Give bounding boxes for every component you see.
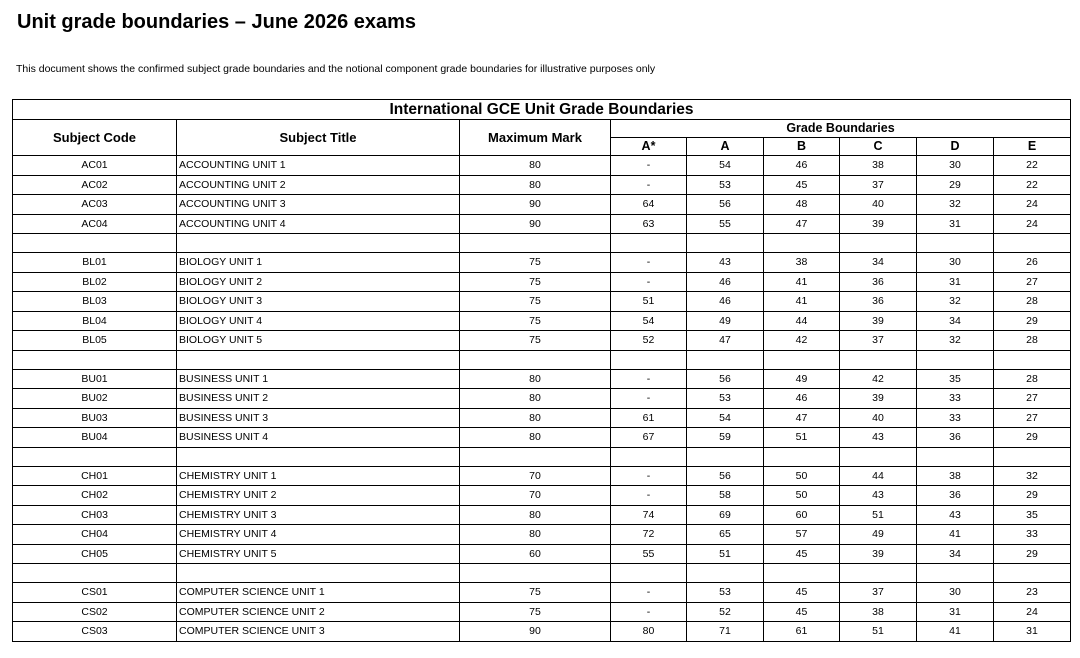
grade-boundary-cell: 34 (917, 311, 994, 331)
grade-boundary-cell: 54 (611, 311, 687, 331)
grade-boundary-cell: 32 (917, 331, 994, 351)
subject-title-cell: BUSINESS UNIT 1 (177, 369, 460, 389)
empty-cell (13, 564, 177, 583)
maximum-mark-cell: 90 (460, 214, 611, 234)
grade-boundary-cell: 67 (611, 428, 687, 448)
maximum-mark-cell: 75 (460, 583, 611, 603)
grade-boundary-cell: 56 (687, 369, 764, 389)
subject-code-cell: CS01 (13, 583, 177, 603)
grade-boundary-cell: 30 (917, 156, 994, 176)
grade-boundary-cell: 37 (840, 583, 917, 603)
grade-boundary-cell: 35 (917, 369, 994, 389)
table-row (13, 253, 1071, 273)
maximum-mark-cell: 80 (460, 389, 611, 409)
grade-boundary-cell: - (611, 175, 687, 195)
table-row (13, 292, 1071, 312)
empty-cell (460, 447, 611, 466)
grade-boundary-cell: 42 (764, 331, 840, 351)
table-row (13, 369, 1071, 389)
empty-cell (764, 564, 840, 583)
maximum-mark-cell: 80 (460, 505, 611, 525)
table-row (13, 408, 1071, 428)
grade-boundary-cell: 41 (764, 272, 840, 292)
subject-title-cell: BIOLOGY UNIT 4 (177, 311, 460, 331)
table-row (13, 272, 1071, 292)
grade-boundary-cell: 29 (994, 428, 1071, 448)
subject-code-cell: CS02 (13, 602, 177, 622)
empty-cell (764, 234, 840, 253)
grade-boundary-cell: 61 (611, 408, 687, 428)
subject-code-cell: BL01 (13, 253, 177, 273)
empty-cell (994, 564, 1071, 583)
grade-boundary-cell: 27 (994, 389, 1071, 409)
grade-boundary-cell: 29 (994, 544, 1071, 564)
empty-cell (177, 564, 460, 583)
table-row (13, 389, 1071, 409)
spacer-row (13, 564, 1071, 583)
subject-code-cell: CH01 (13, 466, 177, 486)
grade-boundary-cell: 45 (764, 602, 840, 622)
header-subject-code: Subject Code (13, 120, 177, 156)
empty-cell (917, 564, 994, 583)
grade-boundary-cell: 43 (917, 505, 994, 525)
grade-boundary-cell: 74 (611, 505, 687, 525)
maximum-mark-cell: 80 (460, 428, 611, 448)
empty-cell (917, 447, 994, 466)
empty-cell (687, 234, 764, 253)
maximum-mark-cell: 75 (460, 253, 611, 273)
header-grade-b: B (764, 138, 840, 156)
grade-boundary-cell: 38 (840, 156, 917, 176)
maximum-mark-cell: 90 (460, 195, 611, 215)
grade-boundary-cell: 39 (840, 214, 917, 234)
maximum-mark-cell: 80 (460, 369, 611, 389)
subject-title-cell: ACCOUNTING UNIT 2 (177, 175, 460, 195)
grade-boundary-cell: 45 (764, 583, 840, 603)
empty-cell (177, 234, 460, 253)
header-grade-a: A (687, 138, 764, 156)
empty-cell (13, 234, 177, 253)
empty-cell (764, 350, 840, 369)
grade-boundary-cell: 71 (687, 622, 764, 642)
subject-code-cell: CH04 (13, 525, 177, 545)
subject-code-cell: BL03 (13, 292, 177, 312)
grade-boundary-cell: 56 (687, 466, 764, 486)
grade-boundary-cell: 51 (687, 544, 764, 564)
grade-boundary-cell: 49 (687, 311, 764, 331)
empty-cell (13, 350, 177, 369)
empty-cell (177, 447, 460, 466)
subject-title-cell: CHEMISTRY UNIT 4 (177, 525, 460, 545)
grade-boundary-cell: - (611, 272, 687, 292)
grade-boundary-cell: 52 (611, 331, 687, 351)
grade-boundary-cell: 27 (994, 272, 1071, 292)
subject-code-cell: AC01 (13, 156, 177, 176)
grade-boundary-cell: 48 (764, 195, 840, 215)
grade-boundary-cell: 34 (840, 253, 917, 273)
grade-boundary-cell: 43 (687, 253, 764, 273)
grade-boundary-cell: 38 (840, 602, 917, 622)
subject-title-cell: CHEMISTRY UNIT 5 (177, 544, 460, 564)
empty-cell (177, 350, 460, 369)
header-grade-d: D (917, 138, 994, 156)
grade-boundary-cell: 32 (917, 292, 994, 312)
grade-boundary-cell: 31 (917, 602, 994, 622)
grade-boundary-cell: 51 (840, 622, 917, 642)
empty-cell (994, 234, 1071, 253)
spacer-row (13, 234, 1071, 253)
empty-cell (917, 234, 994, 253)
subject-title-cell: CHEMISTRY UNIT 3 (177, 505, 460, 525)
empty-cell (611, 447, 687, 466)
grade-boundary-cell: 31 (917, 272, 994, 292)
table-row (13, 505, 1071, 525)
grade-boundary-cell: 40 (840, 408, 917, 428)
grade-boundary-cell: - (611, 602, 687, 622)
grade-boundary-cell: 32 (994, 466, 1071, 486)
grade-boundary-cell: 24 (994, 214, 1071, 234)
grade-boundary-cell: 50 (764, 486, 840, 506)
maximum-mark-cell: 90 (460, 622, 611, 642)
maximum-mark-cell: 60 (460, 544, 611, 564)
grade-boundary-cell: 46 (764, 156, 840, 176)
grade-boundary-cell: 22 (994, 175, 1071, 195)
grade-boundary-cell: 32 (917, 195, 994, 215)
grade-boundary-cell: 80 (611, 622, 687, 642)
table-row (13, 195, 1071, 215)
grade-boundary-cell: 55 (687, 214, 764, 234)
table-row (13, 525, 1071, 545)
grade-boundary-cell: 41 (917, 622, 994, 642)
maximum-mark-cell: 80 (460, 525, 611, 545)
grade-boundary-cell: - (611, 389, 687, 409)
grade-boundary-cell: 53 (687, 175, 764, 195)
grade-boundary-cell: 24 (994, 602, 1071, 622)
grade-boundary-cell: 64 (611, 195, 687, 215)
grade-boundary-cell: 42 (840, 369, 917, 389)
grade-boundary-cell: 49 (840, 525, 917, 545)
subject-title-cell: ACCOUNTING UNIT 1 (177, 156, 460, 176)
empty-cell (840, 350, 917, 369)
maximum-mark-cell: 75 (460, 331, 611, 351)
grade-boundary-cell: 58 (687, 486, 764, 506)
subject-title-cell: COMPUTER SCIENCE UNIT 3 (177, 622, 460, 642)
subject-title-cell: BIOLOGY UNIT 2 (177, 272, 460, 292)
grade-boundary-cell: - (611, 369, 687, 389)
grade-boundary-cell: 59 (687, 428, 764, 448)
grade-boundary-cell: 30 (917, 583, 994, 603)
grade-boundary-cell: 29 (994, 311, 1071, 331)
subject-title-cell: COMPUTER SCIENCE UNIT 2 (177, 602, 460, 622)
grade-boundary-cell: 72 (611, 525, 687, 545)
grade-boundary-cell: 53 (687, 583, 764, 603)
maximum-mark-cell: 75 (460, 311, 611, 331)
grade-boundary-cell: 38 (764, 253, 840, 273)
grade-boundary-cell: 35 (994, 505, 1071, 525)
grade-boundary-cell: 40 (840, 195, 917, 215)
subject-title-cell: COMPUTER SCIENCE UNIT 1 (177, 583, 460, 603)
table-row (13, 583, 1071, 603)
maximum-mark-cell: 80 (460, 156, 611, 176)
grade-boundary-cell: 44 (840, 466, 917, 486)
maximum-mark-cell: 80 (460, 408, 611, 428)
grade-boundary-cell: 33 (994, 525, 1071, 545)
grade-boundary-cell: 69 (687, 505, 764, 525)
maximum-mark-cell: 75 (460, 292, 611, 312)
grade-boundary-cell: 47 (764, 214, 840, 234)
empty-cell (13, 447, 177, 466)
grade-boundaries-table (12, 99, 1071, 642)
grade-boundary-cell: 46 (687, 272, 764, 292)
grade-boundary-cell: 46 (687, 292, 764, 312)
table-row (13, 214, 1071, 234)
grade-boundary-cell: 28 (994, 331, 1071, 351)
grade-boundary-cell: - (611, 253, 687, 273)
grade-boundary-cell: 45 (764, 544, 840, 564)
grade-boundary-cell: 23 (994, 583, 1071, 603)
grade-boundary-cell: 33 (917, 389, 994, 409)
grade-boundary-cell: 47 (764, 408, 840, 428)
grade-boundary-cell: 47 (687, 331, 764, 351)
subject-code-cell: AC04 (13, 214, 177, 234)
grade-boundary-cell: 27 (994, 408, 1071, 428)
empty-cell (611, 564, 687, 583)
subject-code-cell: BL04 (13, 311, 177, 331)
grade-boundary-cell: 55 (611, 544, 687, 564)
empty-cell (460, 234, 611, 253)
table-row (13, 331, 1071, 351)
subject-title-cell: BIOLOGY UNIT 5 (177, 331, 460, 351)
table-row (13, 156, 1071, 176)
table-row (13, 602, 1071, 622)
table-row (13, 486, 1071, 506)
grade-boundary-cell: 43 (840, 428, 917, 448)
subject-title-cell: BUSINESS UNIT 2 (177, 389, 460, 409)
grade-boundary-cell: 36 (917, 486, 994, 506)
subject-code-cell: CH02 (13, 486, 177, 506)
grade-boundary-cell: 39 (840, 311, 917, 331)
grade-boundary-cell: 29 (917, 175, 994, 195)
maximum-mark-cell: 80 (460, 175, 611, 195)
grade-boundary-cell: 52 (687, 602, 764, 622)
grade-boundary-cell: 51 (611, 292, 687, 312)
subject-title-cell: BIOLOGY UNIT 1 (177, 253, 460, 273)
header-grade-boundaries: Grade Boundaries (611, 120, 1071, 138)
grade-boundary-cell: 44 (764, 311, 840, 331)
empty-cell (611, 234, 687, 253)
grade-boundary-cell: 26 (994, 253, 1071, 273)
subject-code-cell: CS03 (13, 622, 177, 642)
subject-code-cell: BU01 (13, 369, 177, 389)
empty-cell (994, 350, 1071, 369)
maximum-mark-cell: 75 (460, 272, 611, 292)
intro-text: This document shows the confirmed subject grade boundaries and the notional component grade boundaries for illustrative purposes only (16, 63, 656, 75)
subject-code-cell: BU04 (13, 428, 177, 448)
grade-boundary-cell: 31 (917, 214, 994, 234)
subject-code-cell: CH05 (13, 544, 177, 564)
grade-boundary-cell: - (611, 583, 687, 603)
grade-boundary-cell: 24 (994, 195, 1071, 215)
subject-title-cell: ACCOUNTING UNIT 3 (177, 195, 460, 215)
grade-boundary-cell: 37 (840, 331, 917, 351)
header-maximum-mark: Maximum Mark (460, 120, 611, 156)
grade-boundary-cell: 29 (994, 486, 1071, 506)
table-row (13, 466, 1071, 486)
subject-code-cell: BL05 (13, 331, 177, 351)
table-row (13, 544, 1071, 564)
table-body (13, 156, 1071, 642)
header-grade-e: E (994, 138, 1071, 156)
grade-boundary-cell: 41 (764, 292, 840, 312)
spacer-row (13, 447, 1071, 466)
grade-boundary-cell: 22 (994, 156, 1071, 176)
table-row (13, 428, 1071, 448)
empty-cell (764, 447, 840, 466)
grade-boundary-cell: 63 (611, 214, 687, 234)
grade-boundary-cell: 37 (840, 175, 917, 195)
grade-boundary-cell: 41 (917, 525, 994, 545)
empty-cell (611, 350, 687, 369)
grade-boundary-cell: 57 (764, 525, 840, 545)
grade-boundary-cell: 50 (764, 466, 840, 486)
grade-boundary-cell: 53 (687, 389, 764, 409)
grade-boundary-cell: 49 (764, 369, 840, 389)
grade-boundary-cell: - (611, 466, 687, 486)
grade-boundary-cell: 36 (840, 292, 917, 312)
header-grade-astar: A* (611, 138, 687, 156)
grade-boundary-cell: 39 (840, 544, 917, 564)
subject-code-cell: CH03 (13, 505, 177, 525)
grade-boundary-cell: 36 (840, 272, 917, 292)
page-title: Unit grade boundaries – June 2026 exams (17, 11, 417, 33)
grade-boundary-cell: - (611, 156, 687, 176)
subject-title-cell: CHEMISTRY UNIT 2 (177, 486, 460, 506)
empty-cell (840, 564, 917, 583)
subject-code-cell: AC02 (13, 175, 177, 195)
subject-code-cell: BU02 (13, 389, 177, 409)
subject-title-cell: ACCOUNTING UNIT 4 (177, 214, 460, 234)
grade-boundary-cell: 34 (917, 544, 994, 564)
grade-boundary-cell: 30 (917, 253, 994, 273)
grade-boundary-cell: 28 (994, 369, 1071, 389)
subject-code-cell: BL02 (13, 272, 177, 292)
grade-boundary-cell: 46 (764, 389, 840, 409)
grade-boundary-cell: 33 (917, 408, 994, 428)
table-row (13, 622, 1071, 642)
grade-boundary-cell: 31 (994, 622, 1071, 642)
subject-code-cell: AC03 (13, 195, 177, 215)
header-grade-c: C (840, 138, 917, 156)
empty-cell (994, 447, 1071, 466)
empty-cell (917, 350, 994, 369)
maximum-mark-cell: 70 (460, 486, 611, 506)
subject-title-cell: BIOLOGY UNIT 3 (177, 292, 460, 312)
subject-title-cell: CHEMISTRY UNIT 1 (177, 466, 460, 486)
grade-boundary-cell: 60 (764, 505, 840, 525)
empty-cell (460, 350, 611, 369)
grade-boundary-cell: 56 (687, 195, 764, 215)
grade-boundary-cell: 51 (840, 505, 917, 525)
grade-boundary-cell: 61 (764, 622, 840, 642)
grade-boundary-cell: 65 (687, 525, 764, 545)
empty-cell (687, 564, 764, 583)
table-row (13, 311, 1071, 331)
maximum-mark-cell: 75 (460, 602, 611, 622)
grade-boundary-cell: 43 (840, 486, 917, 506)
table-caption: International GCE Unit Grade Boundaries (13, 100, 1071, 120)
spacer-row (13, 350, 1071, 369)
grade-boundary-cell: 39 (840, 389, 917, 409)
grade-boundary-cell: - (611, 486, 687, 506)
empty-cell (840, 234, 917, 253)
empty-cell (687, 447, 764, 466)
grade-boundary-cell: 28 (994, 292, 1071, 312)
empty-cell (840, 447, 917, 466)
subject-title-cell: BUSINESS UNIT 4 (177, 428, 460, 448)
grade-boundary-cell: 54 (687, 156, 764, 176)
empty-cell (687, 350, 764, 369)
subject-title-cell: BUSINESS UNIT 3 (177, 408, 460, 428)
grade-boundary-cell: 45 (764, 175, 840, 195)
empty-cell (460, 564, 611, 583)
grade-boundary-cell: 36 (917, 428, 994, 448)
subject-code-cell: BU03 (13, 408, 177, 428)
grade-boundary-cell: 38 (917, 466, 994, 486)
grade-boundary-cell: 51 (764, 428, 840, 448)
table-row (13, 175, 1071, 195)
maximum-mark-cell: 70 (460, 466, 611, 486)
grade-boundary-cell: 54 (687, 408, 764, 428)
header-subject-title: Subject Title (177, 120, 460, 156)
